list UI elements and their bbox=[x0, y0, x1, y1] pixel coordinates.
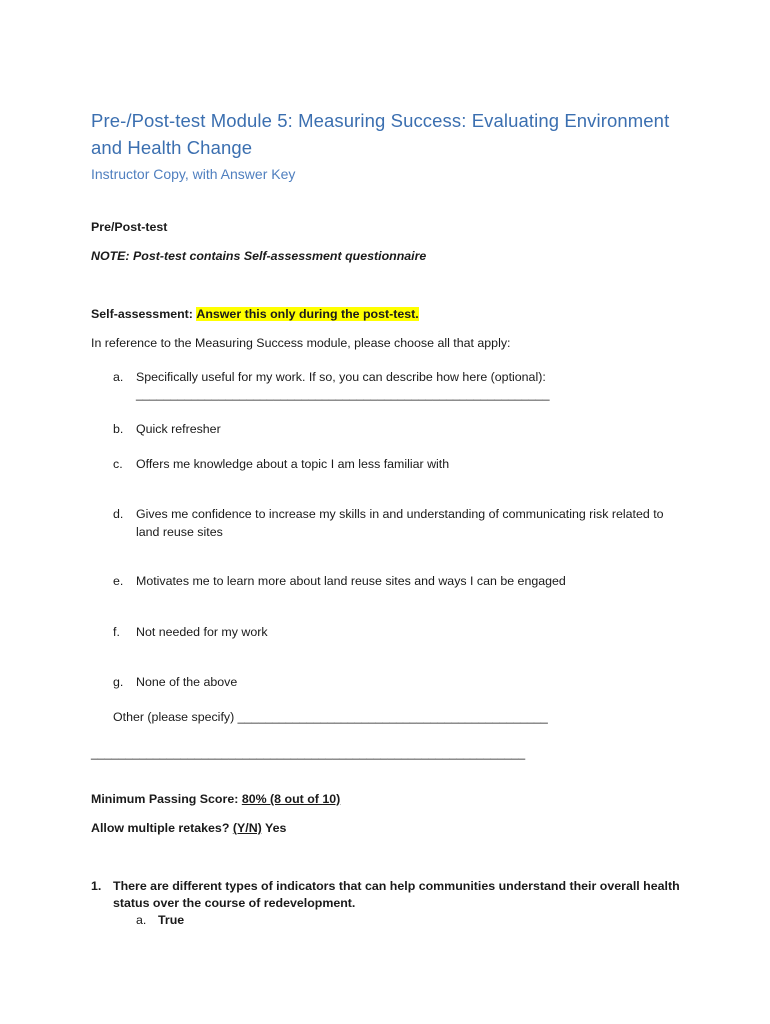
self-assessment-heading bbox=[91, 307, 419, 321]
option-g-letter: g. bbox=[113, 675, 124, 689]
question-1-answer-letter: a. bbox=[136, 913, 147, 927]
option-d-text-line2: land reuse sites bbox=[136, 525, 223, 539]
option-c-letter: c. bbox=[113, 457, 123, 471]
option-g-text: None of the above bbox=[136, 675, 238, 689]
option-d-letter: d. bbox=[113, 507, 124, 521]
retake-policy bbox=[91, 821, 286, 835]
min-passing-label: Minimum Passing Score: bbox=[91, 792, 239, 806]
option-a-text: Specifically useful for my work. If so, you can describe how here (optional): bbox=[136, 370, 546, 384]
other-blank-line: _______________________________________________________________ bbox=[91, 746, 526, 760]
question-1-text-line2: status over the course of redevelopment. bbox=[113, 896, 356, 910]
self-assessment-label: Self-assessment: bbox=[91, 307, 193, 321]
other-specify-line: Other (please specify) _____________________________________________ bbox=[113, 710, 548, 724]
doc-title-line2: and Health Change bbox=[91, 137, 253, 158]
retake-yn: (Y/N) bbox=[232, 821, 262, 835]
min-passing-score bbox=[91, 792, 340, 806]
section-heading: Pre/Post-test bbox=[91, 220, 168, 234]
option-b-letter: b. bbox=[113, 422, 124, 436]
option-e-text: Motivates me to learn more about land reuse sites and ways I can be engaged bbox=[136, 574, 566, 588]
option-a-letter: a. bbox=[113, 370, 124, 384]
question-1-number: 1. bbox=[91, 879, 102, 893]
question-1-text: There are different types of indicators that can help communities understand their overall health bbox=[113, 879, 680, 893]
option-f-letter: f. bbox=[113, 625, 120, 639]
option-f-text: Not needed for my work bbox=[136, 625, 268, 639]
option-e-letter: e. bbox=[113, 574, 124, 588]
option-d-text: Gives me confidence to increase my skills in and understanding of communicating risk related to bbox=[136, 507, 664, 521]
retake-value: Yes bbox=[265, 821, 287, 835]
retake-label: Allow multiple retakes? bbox=[91, 821, 230, 835]
question-1-answer-text: True bbox=[158, 913, 185, 927]
self-assessment-prompt: In reference to the Measuring Success module, please choose all that apply: bbox=[91, 336, 511, 350]
self-assessment-highlight: Answer this only during the post-test. bbox=[196, 307, 419, 321]
min-passing-value: 80% (8 out of 10) bbox=[241, 792, 341, 806]
option-c-text: Offers me knowledge about a topic I am less familiar with bbox=[136, 457, 450, 471]
section-note: NOTE: Post-test contains Self-assessment questionnaire bbox=[91, 249, 427, 263]
option-a-blank-line: ____________________________________________________________ bbox=[136, 387, 550, 401]
option-b-text: Quick refresher bbox=[136, 422, 221, 436]
doc-subtitle: Instructor Copy, with Answer Key bbox=[91, 166, 296, 182]
doc-title-line1: Pre-/Post-test Module 5: Measuring Success: Evaluating Environment bbox=[91, 110, 670, 131]
